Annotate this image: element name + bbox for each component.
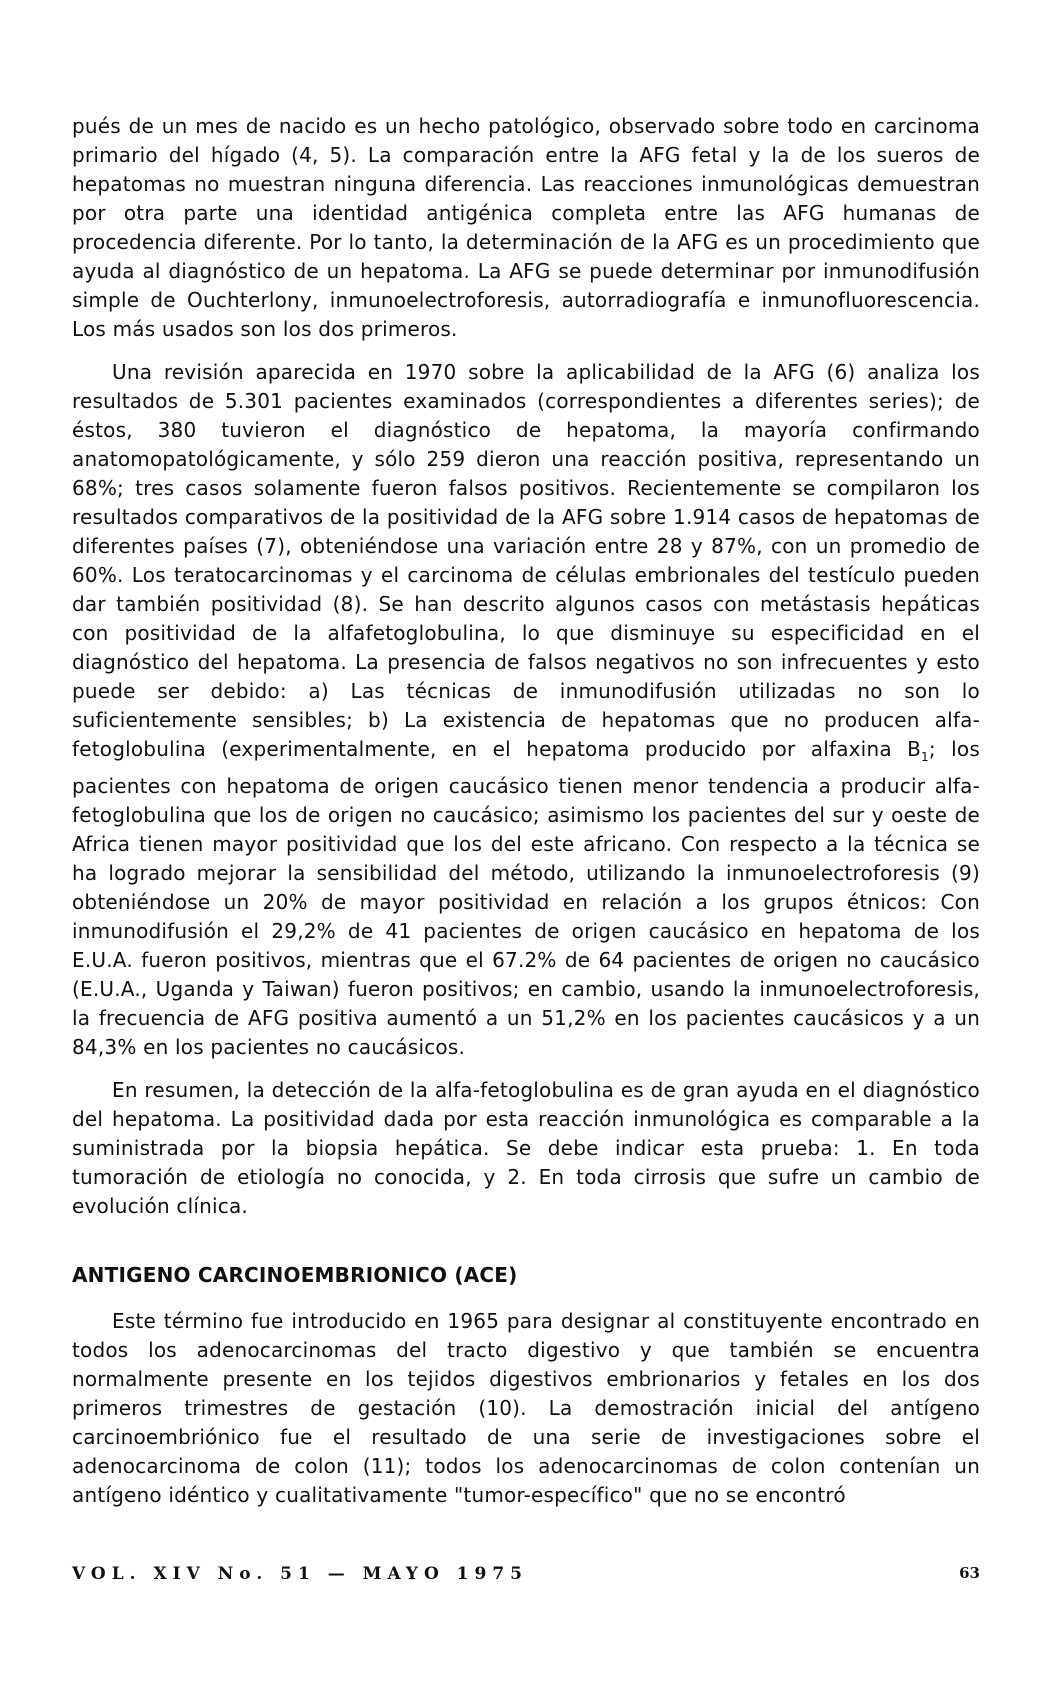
paragraph-ace-intro: Este término fue introducido en 1965 para designar al constituyente encontrado en todos los adenocarcinomas del tracto digestivo y que también se encuentra normalmente presente en los tejidos digestivos embrionarios y fetales en los dos primeros trimestres de gestación (10). La demostración inicial del antígeno carcinoembriónico fue el resultado de una serie de investigaciones sobre el adenocarcinoma de colon (11); todos los adenocarcinomas de colon contenían un antígeno idéntico y cualitativamente "tumor-específico" que no se encontró <box>72 1309 980 1507</box>
paragraph-afg-review-part2: ; los pacientes con hepatoma de origen caucásico tienen menor tendencia a producir alfa-fetoglobulina que los de origen no caucásico; asimismo los pacientes del sur y oeste de Africa tienen mayor positividad que los del este africano. Con respecto a la técnica se ha logrado mejorar la sensibilidad del método, utilizando la inmunoelectroforesis (9) obteniéndose un 20% de mayor positividad en relación a los grupos étnicos: Con inmunodifusión el 29,2% de 41 pacientes de origen caucásico en hepatoma de los E.U.A. fueron positivos, mientras que el 67.2% de 64 pacientes de origen no caucásico (E.U.A., Uganda y Taiwan) fueron positivos; en cambio, usando la inmunoelectroforesis, la frecuencia de AFG positiva aumentó a un 51,2% en los pacientes caucásicos y a un 84,3% en los pacientes no caucásicos. <box>72 737 980 1059</box>
paragraph-afg-review <box>72 358 980 1062</box>
page-number: 63 <box>959 1564 980 1582</box>
paragraph-afg-review-part1: Una revisión aparecida en 1970 sobre la aplicabilidad de la AFG (6) analiza los resultados de 5.301 pacientes examinados (correspondientes a diferentes series); de éstos, 380 tuvieron el diagnóstico de hepatoma, la mayoría confirmando anatomopatológicamente, y sólo 259 dieron una reacción positiva, representando un 68%; tres casos solamente fueron falsos positivos. Recientemente se compilaron los resultados comparativos de la positividad de la AFG sobre 1.914 casos de hepatomas de diferentes países (7), obteniéndose una variación entre 28 y 87%, con un promedio de 60%. Los teratocarcinomas y el carcinoma de células embrionales del testículo pueden dar también positividad (8). Se han descrito algunos casos con metástasis hepáticas con positividad de la alfafetoglobulina, lo que disminuye su especificidad en el diagnóstico del hepatoma. La presencia de falsos negativos no son infrecuentes y esto puede ser debido: a) Las técnicas de inmunodifusión utilizadas no son lo suficientemente sensibles; b) La existencia de hepatomas que no producen alfa-fetoglobulina (experimentalmente, en el hepatoma producido por alfaxina B <box>72 360 980 761</box>
section-heading-ace: ANTIGENO CARCINOEMBRIONICO (ACE) <box>72 1263 518 1287</box>
paragraph-afg-intro: pués de un mes de nacido es un hecho patológico, observado sobre todo en carcinoma primario del hígado (4, 5). La comparación entre la AFG fetal y la de los sueros de hepatomas no muestran ninguna diferencia. Las reacciones inmunológicas demuestran por otra parte una identidad antigénica completa entre las AFG humanas de procedencia diferente. Por lo tanto, la determinación de la AFG es un procedimiento que ayuda al diagnóstico de un hepatoma. La AFG se puede determinar por inmunodifusión simple de Ouchterlony, inmunoelectroforesis, autorradiografía e inmunofluorescencia. Los más usados son los dos primeros. <box>72 114 980 341</box>
journal-issue-label: VOL. XIV No. 51 — MAYO 1975 <box>72 1564 528 1584</box>
subscript-b1: 1 <box>921 750 929 764</box>
body-text <box>72 112 980 1510</box>
paragraph-afg-summary: En resumen, la detección de la alfa-fetoglobulina es de gran ayuda en el diagnóstico del hepatoma. La positividad dada por esta reacción inmunológica es comparable a la suministrada por la biopsia hepática. Se debe indicar esta prueba: 1. En toda tumoración de etiología no conocida, y 2. En toda cirrosis que sufre un cambio de evolución clínica. <box>72 1078 980 1218</box>
page-footer <box>72 1564 980 1588</box>
